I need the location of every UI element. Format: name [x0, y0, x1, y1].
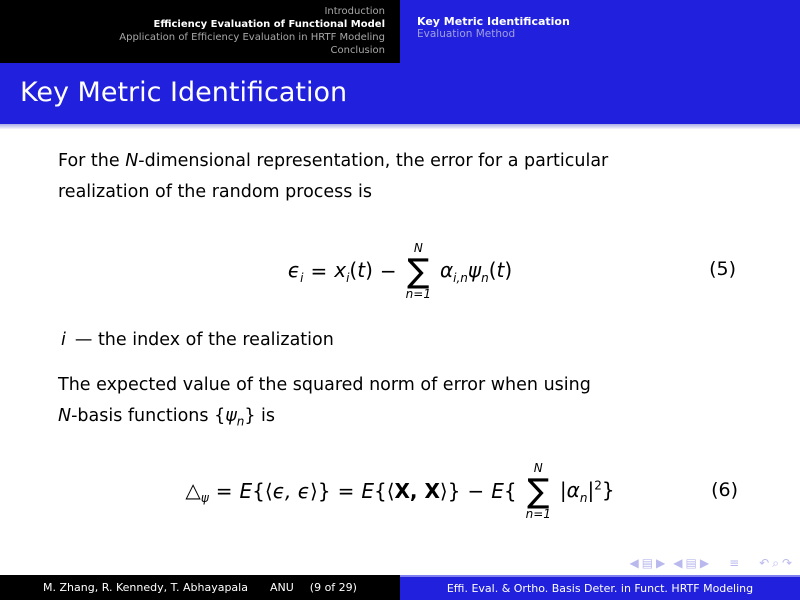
eq6-summation — [526, 462, 551, 519]
eq6-alpha-squared-term: $|\alpha_n|^2$} — [559, 477, 615, 505]
section-item-introduction[interactable]: Introduction — [324, 6, 385, 17]
equation-6 — [0, 444, 800, 538]
equation-5-number: (5) — [709, 258, 736, 280]
para1-line2: realization of the random process is — [58, 182, 372, 202]
eq6-equals-1: = — [215, 479, 233, 503]
footer-page-count: (9 of 29) — [309, 581, 357, 594]
eq5-lhs: $\epsilon_i$ — [287, 257, 304, 285]
i-definition-text: — the index of the realization — [74, 330, 334, 350]
eq6-sum-lower: n=1 — [525, 506, 551, 521]
para2-mid: -basis functions { — [71, 406, 226, 426]
paragraph-expected-value — [58, 370, 758, 438]
section-item-conclusion[interactable]: Conclusion — [330, 45, 385, 56]
footer-authors: M. Zhang, R. Kennedy, T. Abhayapala — [43, 581, 248, 594]
footer-institute: ANU — [269, 581, 294, 594]
sigma-symbol: ∑ — [407, 251, 430, 291]
find-icon[interactable]: ⌕ — [772, 556, 779, 570]
sigma-symbol: ∑ — [527, 471, 550, 511]
para1-pre: For the — [58, 151, 126, 171]
para2-n-var: N — [58, 406, 72, 426]
i-var: i — [61, 330, 66, 350]
title-shadow — [0, 124, 800, 129]
section-item-efficiency-evaluation[interactable]: Efficiency Evaluation of Functional Model — [153, 19, 385, 30]
frame-next-icon[interactable]: ▶ — [699, 556, 710, 570]
para2-psi-sub: n — [236, 414, 245, 429]
current-subsection-label[interactable]: Evaluation Method — [417, 28, 516, 40]
page-title: Key Metric Identification — [20, 77, 348, 108]
history-nav-group — [759, 557, 792, 569]
footer-author-bar — [0, 575, 400, 600]
footer-title-bar — [400, 575, 800, 600]
eq6-delta-term: $\triangle_\psi$ — [185, 477, 209, 505]
slide-next-icon[interactable]: ▶ — [656, 556, 666, 570]
footer-short-title: Effi. Eval. & Ortho. Basis Deter. in Funct. HRTF Modeling — [446, 582, 754, 595]
para2-line1: The expected value of the squared norm of error when using — [58, 375, 591, 395]
para1-n-var: N — [125, 151, 139, 171]
frame-prev-icon[interactable]: ◀ — [673, 556, 683, 570]
header — [0, 0, 800, 63]
header-subsection-list — [400, 0, 800, 63]
current-section-label[interactable]: Key Metric Identification — [417, 15, 570, 28]
slide-icon[interactable]: ▤ — [641, 556, 654, 570]
para2-psi: ψ — [225, 406, 237, 426]
eq6-minus: − — [467, 479, 485, 503]
forward-icon[interactable]: ↷ — [781, 556, 792, 570]
para1-post: -dimensional representation, the error for a particular — [138, 151, 609, 171]
eq6-eps-inner-product: E{⟨ϵ, ϵ⟩} — [239, 479, 331, 503]
eq6-sum-upper: N — [533, 461, 543, 476]
equation-6-number: (6) — [711, 479, 738, 501]
eq6-equals-2: = — [337, 479, 355, 503]
slide-prev-icon[interactable]: ◀ — [629, 556, 639, 570]
eq5-alpha-psi-term: $\alpha_{i,n}\psi_n(t)$ — [439, 257, 513, 285]
eq5-equals: = — [310, 259, 328, 283]
section-nav-icon[interactable]: ≡ — [729, 556, 740, 570]
equation-5-row — [288, 242, 512, 299]
header-section-list — [0, 0, 400, 63]
navigation-symbols — [629, 557, 792, 569]
frame-icon[interactable]: ▤ — [685, 556, 697, 570]
frame-nav-group — [673, 557, 709, 569]
frametitle-bar — [0, 63, 800, 124]
slide-nav-group — [629, 557, 665, 569]
back-icon[interactable]: ↶ — [759, 556, 770, 570]
eq6-E-open: E{ — [491, 479, 517, 503]
equation-5 — [0, 230, 800, 312]
para2-post: } is — [244, 406, 276, 426]
eq5-sum-lower: n=1 — [405, 286, 431, 301]
paragraph-intro — [58, 146, 758, 208]
eq5-sum-upper: N — [413, 241, 423, 256]
eq5-minus: − — [379, 259, 397, 283]
eq6-X-inner-product: E{⟨X, X⟩} — [361, 479, 461, 503]
eq5-summation — [406, 242, 431, 299]
equation-6-row — [185, 462, 614, 519]
section-item-application[interactable]: Application of Efficiency Evaluation in HRTF Modeling — [119, 32, 385, 43]
eq5-x-term: $x_i(t)$ — [334, 257, 373, 285]
footer — [0, 575, 800, 600]
index-definition-line — [61, 330, 334, 350]
